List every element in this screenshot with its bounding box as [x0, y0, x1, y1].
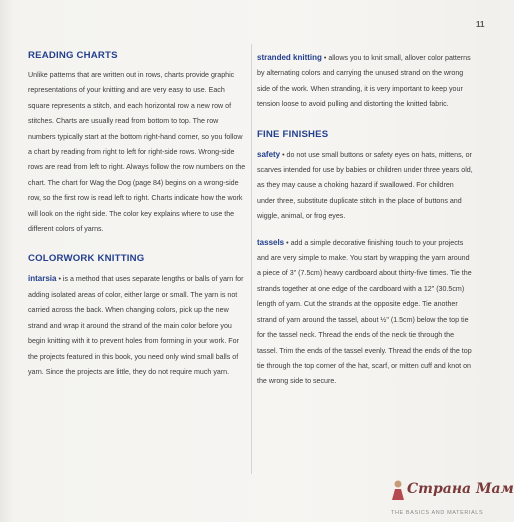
colorwork-heading: COLORWORK KNITTING [28, 253, 145, 265]
safety-body: • do not use small buttons or safety eyes on hats, mittens, or scarves intended for use by babies or children under three years old, as they may cause a choking hazard if swallowed. For children under three, substitute duplicate stitch in the place of buttons and wiggle, animal, or frog eyes. [257, 150, 473, 221]
footer-section-title: THE BASICS AND MATERIALS [391, 510, 484, 516]
watermark-text: Страна Мам [407, 481, 514, 497]
safety-paragraph [257, 147, 473, 225]
stranded-term: stranded knitting [257, 53, 322, 62]
reading-charts-section [28, 50, 246, 237]
page-number: 11 [476, 20, 485, 29]
site-watermark [389, 479, 514, 509]
fine-finishes-heading: FINE FINISHES [257, 128, 329, 140]
column-divider [251, 44, 252, 474]
intarsia-paragraph [28, 271, 246, 380]
stranded-body: • allows you to knit small, allover color patterns by alternating colors and carrying the unused strand on the wrong side of the work. When stranding, it is very important to keep your tension loose to avoid pulling and distorting the knitted fabric. [257, 54, 471, 109]
tassels-paragraph [257, 235, 473, 390]
stranded-section [257, 50, 473, 113]
fine-finishes-section [257, 129, 473, 390]
tassels-body: • add a simple decorative finishing touch to your projects and are very simple to make. You start by wrapping the yarn around a piece of 3" (7.5cm) heavy cardboard about thirty-five times. Tie the strands together at one edge of the cardboard with a 12" (30.5cm) length of yarn. Cut the strands at the opposite edge. Tie another strand of yarn around the tassel, about ½" (1.5cm) below the top tie for the tassel neck. Thread the ends of the neck tie through the tassel. Trim the ends of the tassel evenly. Thread the ends of the top tie through the top corner of the hat, scarf, or mitten cuff and knot on the wrong side to secure. [257, 238, 472, 386]
tassels-term: tassels [257, 237, 285, 247]
reading-charts-heading: READING CHARTS [28, 50, 118, 61]
safety-term: safety [257, 149, 281, 159]
reading-charts-body: Unlike patterns that are written out in rows, charts provide graphic representations of your knitting and are very easy to use. Each square represents a stitch, and each horizontal row a new row of stitches. Charts are usually read from bottom to top. The row numbers typically start at the bottom right-hand corner, so you follow a chart by reading from right to left for right-side rows. Wrong-side rows are read from left to right. Always follow the row numbers on the chart. The chart for Wag the Dog (page 84) begins on a wrong-side row, so the first row is read left to right. Charts indicate how the work will look on the right side. The color key explains where to use the different colors of yarns. [28, 71, 246, 234]
watermark-figure-icon [389, 479, 407, 501]
stranded-paragraph [257, 50, 473, 113]
right-column [257, 50, 473, 406]
intarsia-term: intarsia [28, 274, 57, 284]
left-column [28, 50, 246, 396]
intarsia-body: • is a method that uses separate lengths or balls of yarn for adding isolated areas of color, either large or small. The yarn is not carried across the back. When changing colors, pick up the new strand and wrap it around the strand of the main color before you begin knitting with it to prevent holes from forming in your work. For the projects featured in this book, you need only wind small balls of yarn. Since the projects are little, they do not require much yarn. [28, 275, 244, 376]
colorwork-section [28, 253, 246, 380]
